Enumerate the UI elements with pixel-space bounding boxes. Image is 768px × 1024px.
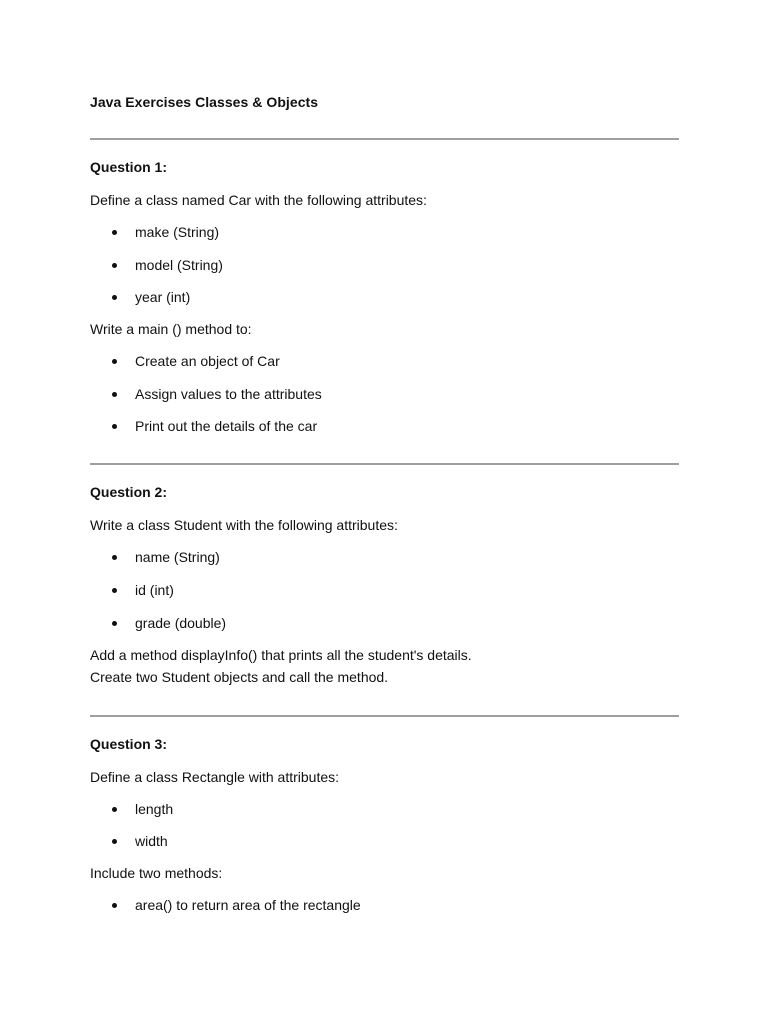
question-1-title: Question 1: [90, 159, 168, 175]
list-item [90, 798, 679, 820]
question-2-attribute-list [90, 546, 679, 633]
document-title: Java Exercises Classes & Objects [90, 94, 319, 110]
list-item [90, 830, 679, 852]
question-2-task-line: Create two Student objects and call the method. [90, 668, 389, 685]
bullet-icon [112, 230, 117, 235]
list-item-text: width [135, 833, 168, 850]
question-3-task-intro: Include two methods: [90, 865, 223, 882]
bullet-icon [112, 621, 117, 626]
list-item-text: length [135, 800, 174, 817]
question-2-section [90, 465, 679, 687]
bullet-icon [112, 359, 117, 364]
list-item [90, 894, 679, 916]
list-item [90, 221, 679, 243]
list-item [90, 579, 679, 601]
question-3-title: Question 3: [90, 735, 168, 752]
question-2-intro: Write a class Student with the following attributes: [90, 517, 398, 534]
question-2-task-line: Add a method displayInfo() that prints all the student's details. [90, 646, 472, 663]
list-item-text: make (String) [135, 224, 220, 240]
bullet-icon [112, 424, 117, 429]
question-3-attribute-list [90, 798, 679, 853]
bullet-icon [112, 839, 117, 844]
bullet-icon [112, 903, 117, 908]
list-item [90, 350, 679, 372]
list-item-text: Print out the details of the car [135, 418, 318, 435]
list-item-text: id (int) [135, 581, 174, 598]
list-item [90, 383, 679, 405]
question-1-task-list [90, 350, 679, 437]
list-item-text: Assign values to the attributes [135, 385, 322, 402]
bullet-icon [112, 392, 117, 397]
bullet-icon [112, 807, 117, 812]
list-item [90, 286, 679, 308]
list-item [90, 415, 679, 437]
list-item-text: year (int) [135, 289, 191, 306]
list-item-text: Create an object of Car [135, 353, 280, 370]
bullet-icon [112, 295, 117, 300]
question-1-attribute-list [90, 221, 679, 308]
question-1-task-intro: Write a main () method to: [90, 321, 252, 338]
question-1-section [90, 140, 679, 437]
bullet-icon [112, 588, 117, 593]
list-item-text: name (String) [135, 549, 220, 566]
question-2-task [90, 644, 679, 688]
list-item [90, 546, 679, 568]
list-item-text: grade (double) [135, 614, 227, 631]
question-3-section [90, 717, 679, 917]
bullet-icon [112, 555, 117, 560]
question-2-title: Question 2: [90, 484, 168, 501]
list-item-text: area() to return area of the rectangle [135, 897, 361, 914]
list-item-text: model (String) [135, 256, 223, 273]
list-item [90, 254, 679, 276]
question-3-intro: Define a class Rectangle with attributes: [90, 768, 340, 785]
bullet-icon [112, 263, 117, 268]
question-1-intro: Define a class named Car with the following attributes: [90, 192, 427, 208]
document-content [90, 92, 679, 926]
question-3-task-list [90, 894, 679, 916]
list-item [90, 612, 679, 634]
